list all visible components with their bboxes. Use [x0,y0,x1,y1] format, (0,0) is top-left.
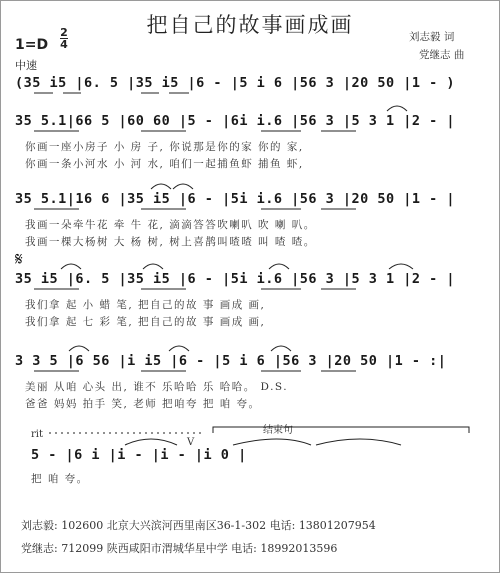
key-signature: 1=D [15,37,49,53]
rit-marking: rit [31,429,43,440]
song-title: 把自己的故事画成画 [146,13,354,37]
footer-line-composer: 党继志: 712099 陕西咸阳市渭城华星中学 电话: 18992013596 [21,542,338,555]
lyricist-credit: 刘志毅 词 [409,31,455,43]
staff-5-verse-2: 爸爸 妈妈 拍手 笑, 老师 把咱夸 把 咱 夸。 [25,398,261,410]
staff-5-notes: 3 3 5 |6 56 |i i5 |6 - |5 i 6 |56 3 |20 50 |1 - :| [15,353,447,369]
time-bottom: 4 [60,38,68,51]
staff-3-notes: 35 5.1|16 6 |35 i5 |6 - |5i i.6 |56 3 |20 50 |1 - | [15,191,456,207]
staff-3-verse-1: 我画一朵牵牛花 牵 牛 花, 滴滴答答吹喇叭 吹 喇 叭。 [25,219,316,231]
coda-label: 结束句 [263,425,293,436]
staff-3-verse-2: 我画一棵大杨树 大 杨 树, 树上喜鹊叫喳喳 叫 喳 喳。 [25,236,316,248]
time-top: 2 [60,26,68,39]
staff-4-verse-1: 我们拿 起 小 蜡 笔, 把自己的故 事 画成 画, [25,299,266,311]
staff-2-verse-2: 你画一条小河水 小 河 水, 咱们一起捕鱼虾 捕鱼 虾, [25,158,304,170]
breath-mark: V [187,437,195,448]
staff-5-verse-1: 美丽 从咱 心头 出, 谁不 乐哈哈 乐 哈哈。 D.S. [25,381,289,393]
staff-6-notes: 5 - |6 i |i - |i - |i 0 | [31,447,247,463]
staff-4-verse-2: 我们拿 起 七 彩 笔, 把自己的故 事 画成 画, [25,316,266,328]
staff-2-notes: 35 5.1|66 5 |60 60 |5 - |6i i.6 |56 3 |5 3 1 |2 - | [15,113,456,129]
staff-4-notes: 35 i5 |6. 5 |35 i5 |6 - |5i i.6 |56 3 |5 3 1 |2 - | [15,271,456,287]
staff-1-notes: (35 i5 |6. 5 |35 i5 |6 - |5 i 6 |56 3 |20 50 |1 - ) [15,75,456,91]
footer-line-lyricist: 刘志毅: 102600 北京大兴滨河西里南区36-1-302 电话: 13801207954 [21,519,376,532]
composer-credit: 党继志 曲 [419,49,465,61]
staff-6-verse-1: 把 咱 夸。 [31,473,89,485]
segno-sign: 𝄋 [15,249,23,270]
tempo-marking: 中速 [15,59,37,72]
notation-marks [1,1,499,572]
staff-2-verse-1: 你画一座小房子 小 房 子, 你说那是你的家 你的 家, [25,141,304,153]
